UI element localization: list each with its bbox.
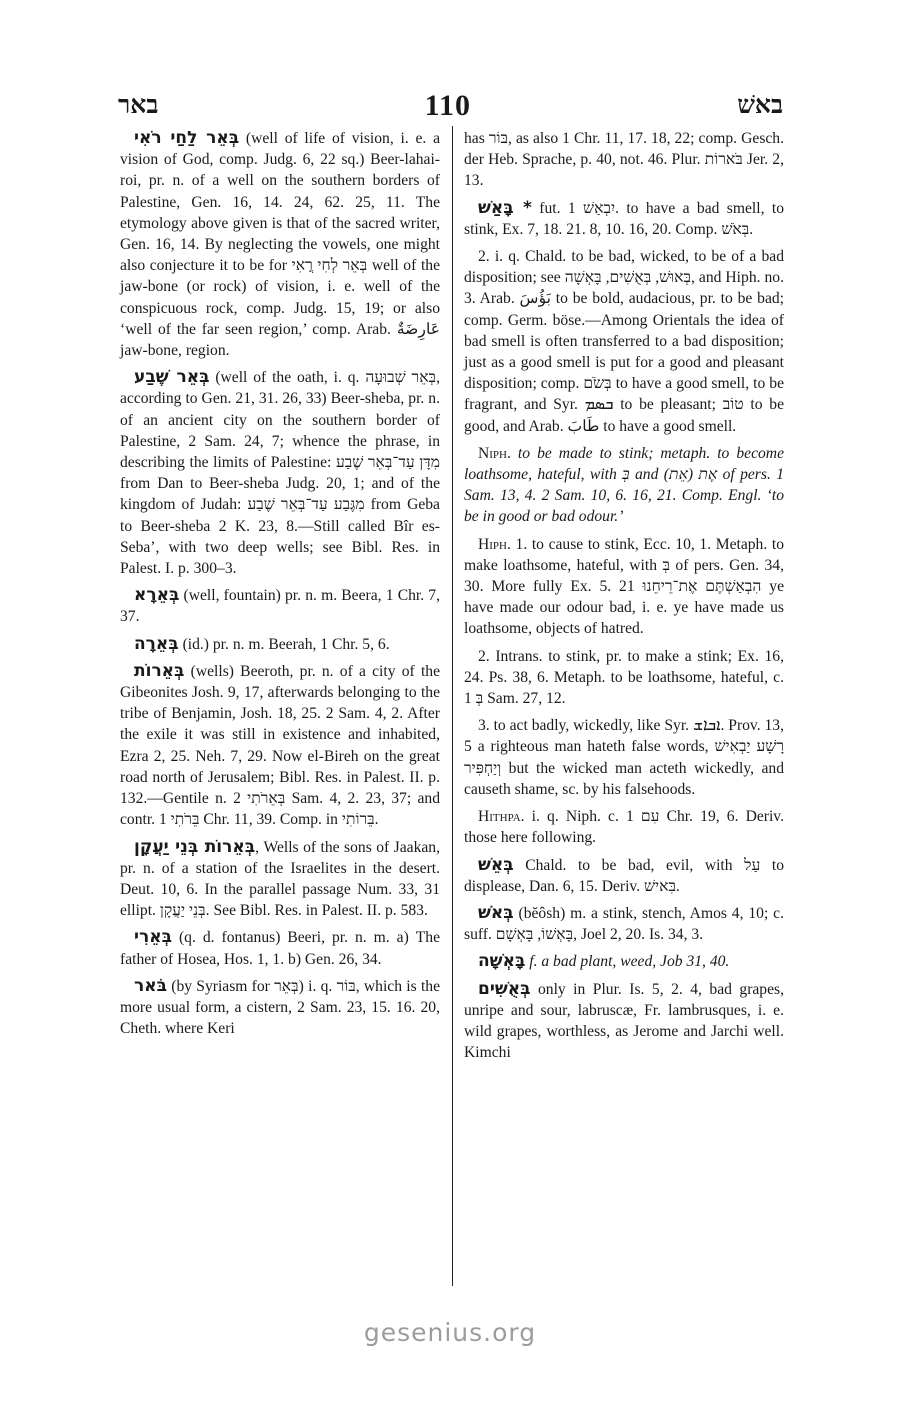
- entry-baash-sense-2: 2. i. q. Chald. to be bad, wicked, to be of a bad disposition; see בְּאוּשׁ, בְּאֻשִׁים, בָּאְשָׁה, and Hiph. no. 3. Arab. بَؤُسَ to be bold, audacious, pr. to be bad; comp. Germ. böse.—Among Orientals the idea of bad smell is often transferred to a bad disposition; just as a good smell is put for a good and pleasant disposition; comp. בְּשֹׂם to have a good smell, to be fragrant, and Syr. ܒܣܡ to be pleasant; טוֹב to be good, and Arab. طَابَ to have a good smell.: [464, 248, 785, 435]
- entry-beushim: בְּאֻשִׁים only in Plur. Is. 5, 2. 4, bad grapes, unripe and sour, labruscæ, Fr. lambrusques, i. e. wild grapes, worthless, as Jerome and Jarchi well. Kimchi: [464, 978, 784, 1062]
- entry-beerah: בְּאֵרָה (id.) pr. n. m. Beerah, 1 Chr. 5, 6.: [134, 633, 390, 654]
- entry-beera: בְּאֵרָא (well, fountain) pr. n. m. Beera, 1 Chr. 7, 37.: [120, 585, 440, 626]
- entry-hiphil-sense-2: 2. Intrans. to stink, pr. to make a stink; Ex. 16, 24. Ps. 38, 6. Metaph. to be loathsome, hateful, c. בְּ 1 Sam. 27, 12.: [464, 647, 784, 708]
- entry-hiphil-sense-3: 3. to act badly, wickedly, like Syr. ܐܒܐܫ. Prov. 13, 5 a righteous man hateth false words, רָשָׁע יַבְאִישׁ וְיַחְפִּיר but the wicked man acteth wickedly, and causeth shame, sc. by his falsehoods.: [464, 717, 785, 798]
- page-number: 110: [424, 89, 471, 122]
- entry-beeroth-bene-jaakan: בְּאֵרוֹת בְּנֵי יַעֲקָן, Wells of the sons of Jaakan, pr. n. of a station of the Israelites in the desert. Deut. 10, 6. In the parallel passage Num. 33, 31 ellipt. בְּנֵי יַעֲקָן. See Bibl. Res. in Palest. II. p. 583.: [120, 836, 440, 920]
- entry-beeroth: בְּאֵרוֹת (wells) Beeroth, pr. n. of a city of the Gibeonites Josh. 9, 17, afterwards belonging to the tribe of Benjamin, Josh. 18, 25. 2 Sam. 4, 2. After the exile it was still in existence and inhabited, Ezra 2, 25. Neh. 7, 29. Now el-Bireh on the great road north of Jerusalem; Bibl. Res. in Palest. II. p. 132.—Gentile n. בְּאֵרֹתִי 2 Sam. 4, 2. 23, 37; and contr. בֵּרֹתִי 1 Chr. 11, 39. Comp. in בֵּרוֹתִי.: [120, 660, 440, 829]
- right-running-headword: באשׁ: [737, 92, 783, 119]
- column-divider: [452, 126, 453, 1286]
- entry-boshah: בָּאְשָׁה f. a bad plant, weed, Job 31, 40.: [478, 951, 730, 972]
- page-header: [118, 86, 783, 126]
- right-column: [464, 128, 784, 1069]
- entry-beer-sheba: בְּאֵר שֶׁבַע (well of the oath, i. q. בְּאֵר שְׁבוּעָה, according to Gen. 21, 31. 26, 33) Beer-sheba, pr. n. of an ancient city on the southern border of Palestine, 2 Sam. 24, 7; whence the phrase, in describing the limits of Palestine: מִדָּן עַד־בְּאֵר שֶׁבַע from Dan to Beer-sheba Judg. 20, 1; and of the kingdom of Judah: מִגֶּבַע עַד־בְּאֵר שֶׁבַע from Geba to Beer-sheba 2 K. 23, 8.—Still called Bîr es-Seba’, with two deep wells; see Bibl. Res. in Palest. I. p. 300–3.: [120, 367, 440, 578]
- entry-baash: * בָּאַשׁ fut. יִבְאַשׁ 1. to have a bad smell, to stink, Ex. 7, 18. 21. 8, 10. 16, 20. Comp. בְּאֹשׁ.: [464, 197, 784, 238]
- entry-bor-continued: has בּוֹר, as also 1 Chr. 11, 17. 18, 22; comp. Gesch. der Heb. Sprache, p. 40, not. 46. Plur. בֹּארוֹת Jer. 2, 13.: [464, 130, 785, 190]
- entry-beosh: בְּאֹשׁ (bĕôsh) m. a stink, stench, Amos 4, 10; c. suff. בָּאְשׁוֹ, בָּאְשָׁם, Joel 2, 20. Is. 34, 3.: [464, 902, 784, 944]
- entry-beeri: בְּאֵרִי (q. d. fontanus) Beeri, pr. n. m. a) The father of Hosea, Hos. 1, 1. b) Gen. 26, 34.: [120, 927, 440, 968]
- entry-niphal: Niph. to be made to stink; metaph. to become loathsome, hateful, with בְּ and אֶת (אֵת) of pers. 1 Sam. 13, 4. 2 Sam. 10, 6. 16, 21. Comp. Engl. ‘to be in good or bad odour.’: [464, 444, 784, 526]
- entry-bor: בֹּאר (by Syriasm for בְּאֵר) i. q. בּוֹר, which is the more usual form, a cistern, 2 Sam. 23, 15. 16. 20, Cheth. where Keri: [120, 975, 440, 1038]
- left-column: [120, 128, 440, 1045]
- entry-beer-lahai-roi: בְּאֵר לַחַי רֹאִי (well of life of vision, i. e. a vision of God, comp. Judg. 6, 22 sq.) Beer-lahai-roi, pr. n. of a well on the southern borders of Palestine, Gen. 16, 14. 24, 62. 25, 11. The etymology above given is that of the sacred writer, Gen. 16, 14. By neglecting the vowels, one might also conjecture it to be for בְּאֵר לְחִי רֳאִי well of the jaw-bone (or rock) of vision, i. e. well of the conspicuous rock, comp. Judg. 15, 19; or also ‘well of the far seen region,’ comp. Arab. عَارِضَةٌ jaw-bone, region.: [120, 128, 440, 360]
- left-running-headword: באר: [118, 92, 159, 119]
- entry-chald-beesh: בְּאֵשׁ Chald. to be bad, evil, with עַל to displease, Dan. 6, 15. Deriv. בִּאישׁ.: [464, 854, 784, 895]
- watermark: gesenius.org: [363, 1318, 537, 1347]
- entry-hithpael: Hithpa. i. q. Niph. c. עִם 1 Chr. 19, 6. Deriv. those here following.: [464, 808, 784, 847]
- entry-hiphil: Hiph. 1. to cause to stink, Ecc. 10, 1. Metaph. to make loathsome, hateful, with בְּ of pers. Gen. 34, 30. More fully Ex. 5. 21 הִבְאַשְׁתֶּם אֶת־רֵיחֵנוּ ye have made our odour bad, i. e. ye have made us loathsome, objects of hatred.: [464, 535, 785, 638]
